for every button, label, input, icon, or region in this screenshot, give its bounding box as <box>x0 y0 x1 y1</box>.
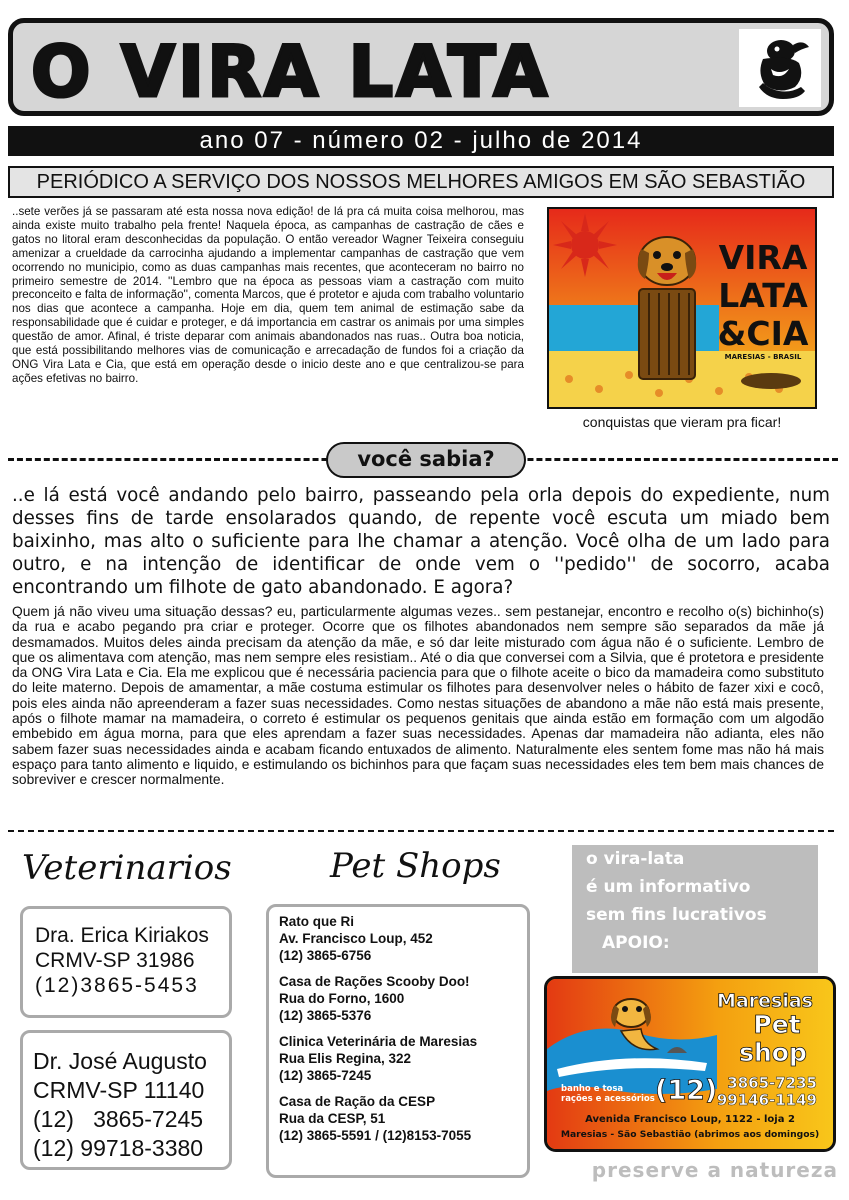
petshops-heading: Pet Shops <box>330 846 501 886</box>
vet-card <box>20 906 232 1018</box>
footer-slogan: preserve a natureza <box>591 1158 838 1182</box>
vet-crmv: CRMV-SP 31986 <box>35 949 195 972</box>
ad-brand-line: Maresias <box>717 990 813 1012</box>
petshop-entry <box>279 1033 517 1084</box>
vira-lata-cia-logo-image <box>547 207 817 409</box>
petshops-card <box>266 904 530 1178</box>
logo-text-line: LATA <box>718 276 808 315</box>
petshop-phone: (12) 3865-5376 <box>279 1008 372 1023</box>
petshop-address: Rua Elis Regina, 322 <box>279 1051 412 1066</box>
info-box <box>572 845 818 973</box>
petshop-phone: (12) 3865-5591 / (12)8153-7055 <box>279 1128 472 1143</box>
vet-name: Dr. José Augusto <box>33 1048 207 1074</box>
petshop-phone: (12) 3865-7245 <box>279 1068 372 1083</box>
info-line: APOIO: <box>602 933 670 953</box>
lead-paragraph: ..e lá está você andando pelo bairro, passeando pela orla depois do expediente, num desses fins de tarde ensolarados quando, de repente você escuta um miado bem baixinho, mas alto o suficiente para lhe chamar a atenção. Você olha de um lado para outro, e na intenção de identificar de onde vem o ''pedido'' de socorro, acaba encontrando um filhote de gato abandonado. E agora? <box>12 485 830 598</box>
tagline: PERIÓDICO A SERVIÇO DOS NOSSOS MELHORES AMIGOS EM SÃO SEBASTIÃO <box>8 166 834 198</box>
petshop-address: Rua do Forno, 1600 <box>279 991 405 1006</box>
vet-phone: (12) 99718-3380 <box>33 1135 204 1161</box>
ad-area-code: (12) <box>655 1075 718 1106</box>
info-line: é um informativo <box>586 877 751 897</box>
veterinarians-heading: Veterinarios <box>22 848 232 888</box>
logo-text-line: &CIA <box>717 314 809 353</box>
bottom-divider <box>8 830 834 832</box>
ad-service: banho e tosa <box>561 1084 624 1094</box>
photo-caption: conquistas que vieram pra ficar! <box>582 414 782 430</box>
ad-phone: 99146-1149 <box>716 1091 817 1109</box>
section-badge: você sabia? <box>326 442 526 478</box>
petshop-name: Casa de Ração da CESP <box>279 1094 436 1109</box>
info-line: o vira-lata <box>586 849 685 869</box>
logo-text-line: VIRA <box>718 238 808 277</box>
petshop-name: Clinica Veterinária de Maresias <box>279 1034 478 1049</box>
dog-sketch-logo <box>739 29 821 107</box>
info-line: sem fins lucrativos <box>586 905 767 925</box>
ad-address-line: Avenida Francisco Loup, 1122 - loja 2 <box>585 1114 795 1125</box>
logo-subtext: MARESIAS - BRASIL <box>724 353 802 361</box>
ad-address-line: Maresias - São Sebastião (abrimos aos domingos) <box>560 1129 820 1140</box>
sponsor-ad <box>544 976 836 1152</box>
vet-crmv: CRMV-SP 11140 <box>33 1077 205 1103</box>
issue-bar: ano 07 - número 02 - julho de 2014 <box>8 126 834 156</box>
ad-brand-line: Pet <box>753 1010 801 1039</box>
newspaper-title: O VIRA LATA <box>31 31 551 113</box>
petshop-address: Av. Francisco Loup, 452 <box>279 931 433 946</box>
petshop-address: Rua da CESP, 51 <box>279 1111 386 1126</box>
vet-phone: (12)3865-5453 <box>35 974 199 997</box>
vet-card <box>20 1030 232 1170</box>
petshop-name: Casa de Rações Scooby Doo! <box>279 974 470 989</box>
petshop-name: Rato que Ri <box>279 914 355 929</box>
ad-service: rações e acessórios <box>561 1094 655 1104</box>
petshop-entry <box>279 913 517 964</box>
vet-phone: (12) 3865-7245 <box>33 1106 204 1132</box>
vet-name: Dra. Erica Kiriakos <box>35 924 209 947</box>
ad-brand-line: shop <box>739 1038 807 1067</box>
petshop-entry <box>279 1093 517 1144</box>
petshop-entry <box>279 973 517 1024</box>
masthead <box>8 18 834 116</box>
petshop-phone: (12) 3865-6756 <box>279 948 372 963</box>
ad-phone: 3865-7235 <box>727 1074 817 1092</box>
intro-article: ..sete verões já se passaram até esta nossa nova edição! de lá pra cá muita coisa melhorou, mas ainda existe muito trabalho pela frente! Naquela época, as campanhas de castração de cães e gatos no litoral eram desconhecidas da população. O então vereador Wagner Teixeira conseguiu amenizar a crueldade da carrocinha ajudando a implementar campanhas de castração que vem ocorrendo no municipio, como as duas campanhas mais recentes, que aconteceram no bairro no primeiro semestre de 2014. ''Lembro que na época as pessoas viam a castração com muito preconceito e falta de informação'', comenta Marcos, que é protetor e ajuda com trabalho voluntario nos dias que acontece a campanha. Hoje em dia, quem tem animal de estimação sabe da responsabilidade que é cuidar e proteger, e dá importancia em castrar os animais por uma simples questão de amor. Afinal, é triste deparar com animais abandonados nas ruas.. Outra boa noticia, que está possibilitando melhores vias de comunicação e arrecadação de fundos foi a criação da ONG Vira Lata e Cia, que está em operação desde o inicio deste ano e que centralizou-se para ações efetivas no bairro. <box>12 205 524 385</box>
body-paragraph: Quem já não viveu uma situação dessas? eu, particularmente algumas vezes.. sem pestanejar, encontro e recolho o(s) bichinho(s) da rua e acabo pegando pra criar e proteger. Ocorre que os filhotes abandonados nem sempre são separados da mãe já desmamados. Muitos deles ainda precisam da atenção da mãe, e só dar leite misturado com água não é o suficiente. Lembro de que os alimentava com atenção, mas nem sempre eles resistiam.. Até o dia que conversei com a Silvia, que é protetora e presidente da ONG Vira Lata e Cia. Ela me explicou que é necessária paciencia para que o filhote aceite o bico da mamadeira como substituto do leite materno. Depois de amamentar, a mãe costuma estimular os filhotes para desenvolver neles o hábito de fazer xixi e cocô, pois eles ainda não apreenderam a fazer suas necessidades. Como nestas situações de abandono a mãe não está mais presente, após o filhote mamar na mamadeira, o correto é estimular os pequenos genitais que ainda estão em formação com um algodão embebido em água morna, para que eles aprendam a fazer suas necessidades. Apenas dar mamadeira não adianta, eles não sabem fazer suas necessidades ainda e acabam ficando entuxados de alimento. Naturalmente eles sentem fome mas não há mais espaço para tanto alimento e liquido, e estimulando os bichinhos para que façam suas necessidades eles tem bem mais chances de sobreviver e crescer normalmente. <box>12 604 824 788</box>
